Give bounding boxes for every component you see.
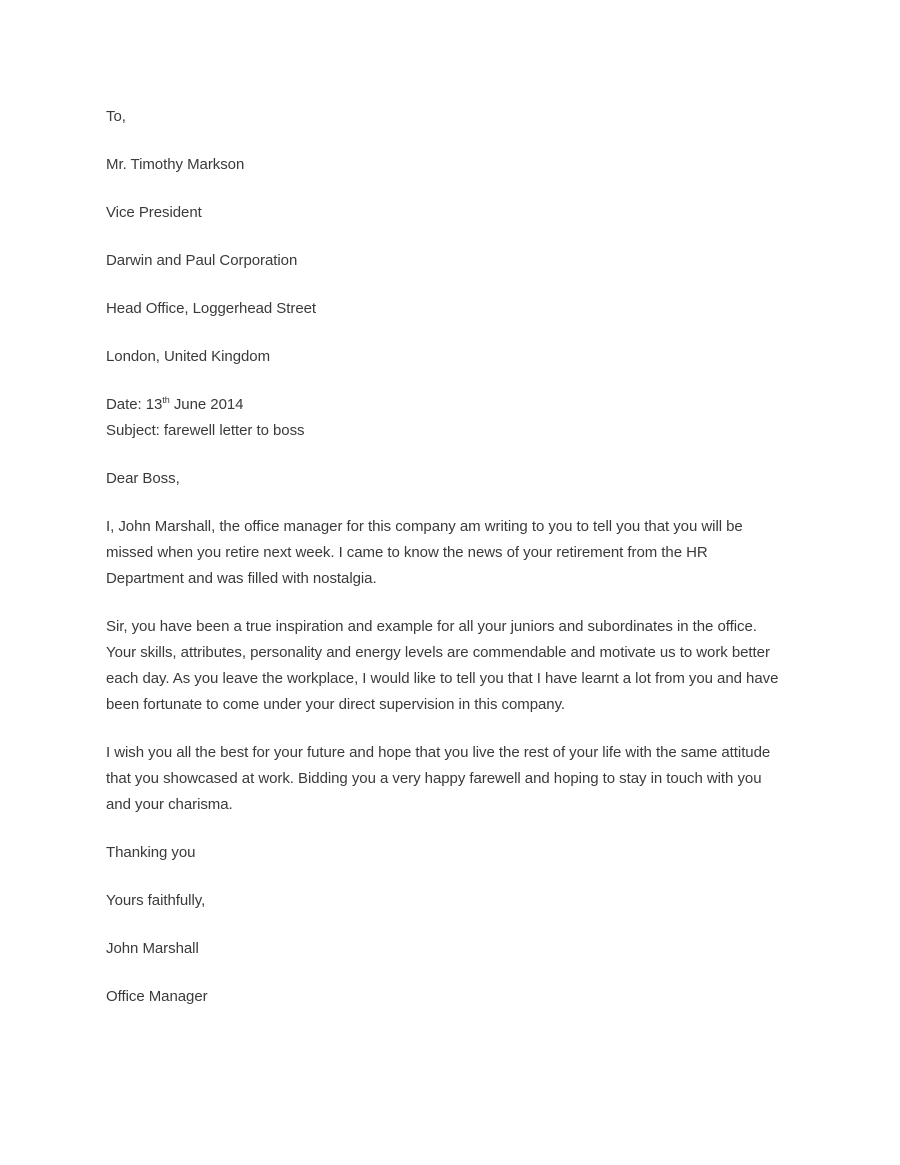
date-subject-block — [106, 392, 784, 444]
subject-line: Subject: farewell letter to boss — [106, 422, 305, 439]
recipient-address-line-2: London, United Kingdom — [106, 348, 271, 365]
recipient-address-line-1: Head Office, Loggerhead Street — [106, 300, 317, 317]
signature-name-line: John Marshall — [106, 940, 199, 957]
date-text-rest: June 2014 — [169, 396, 244, 413]
date-text: Date: 13 — [106, 396, 163, 413]
closing-thanks-line: Thanking you — [106, 844, 196, 861]
recipient-company-line: Darwin and Paul Corporation — [106, 252, 298, 269]
recipient-title-line: Vice President — [106, 204, 202, 221]
date-line — [106, 392, 784, 418]
closing-valediction-line: Yours faithfully, — [106, 892, 206, 909]
body-paragraph-1: I, John Marshall, the office manager for this company am writing to you to tell you that you will be missed when you retire next week. I came to know the news of your retirement from the HR Department and was filled with nostalgia. — [106, 518, 743, 587]
signature-title-line: Office Manager — [106, 988, 208, 1005]
recipient-name-line: Mr. Timothy Markson — [106, 156, 245, 173]
body-paragraph-3: I wish you all the best for your future and hope that you live the rest of your life with the same attitude that you showcased at work. Bidding you a very happy farewell and hoping to stay in touch with you and your charisma. — [106, 744, 771, 813]
date-ordinal-superscript: th — [162, 395, 170, 405]
recipient-to-line: To, — [106, 108, 126, 125]
salutation-line: Dear Boss, — [106, 470, 180, 487]
body-paragraph-2: Sir, you have been a true inspiration and example for all your juniors and subordinates in the office. Your skills, attributes, personality and energy levels are commendable and motivate us to work better each day. As you leave the workplace, I would like to tell you that I have learnt a lot from you and have been fortunate to come under your direct supervision in this company. — [106, 618, 779, 713]
